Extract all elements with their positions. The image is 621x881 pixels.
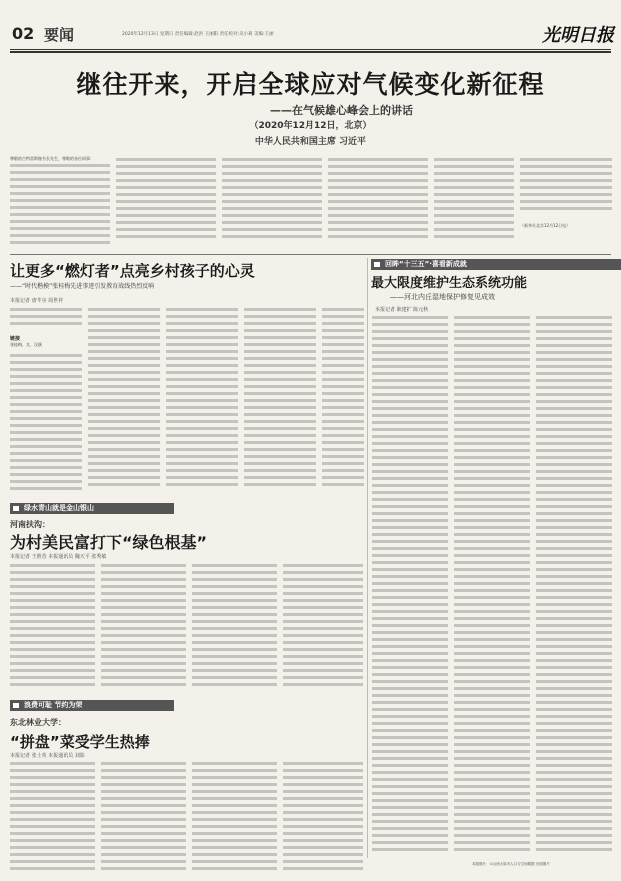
header-rule <box>10 49 611 50</box>
lead-article-author: 中华人民共和国主席 习近平 <box>254 137 367 147</box>
low-body-col-1 <box>10 762 95 874</box>
left-article-subtitle: ——“时代楷模”张桂梅先进事迹引发教育战线热烈反响 <box>10 283 155 290</box>
edition-meta: 2020年12月13日 星期日 责任编辑:赵洪 王丽阳 责任校对:吴小莉 美编:王丽 <box>122 32 274 37</box>
mid-body-col-2 <box>101 564 186 692</box>
lead-body-col-3 <box>222 158 322 248</box>
lead-body-col-2 <box>116 158 216 248</box>
low-body-col-2 <box>101 762 186 874</box>
mid-body-col-4 <box>283 564 363 692</box>
low-body-col-4 <box>283 762 363 874</box>
left-article-title: 让更多“燃灯者”点亮乡村孩子的心灵 <box>10 262 255 280</box>
lead-body-col-5 <box>434 158 514 248</box>
left-body-col-4 <box>244 308 316 494</box>
mid-article-byline: 本报记者 王胜昔 本报通讯员 魏天平 张秀敏 <box>10 554 107 560</box>
left-body-col-1b <box>10 354 82 494</box>
right-article-title: 最大限度维护生态系统功能 <box>371 276 528 291</box>
lead-body-col-4 <box>328 158 428 248</box>
left-body-col-3 <box>166 308 238 494</box>
mid-section-band: 绿水青山就是金山银山 <box>10 503 174 514</box>
right-section-band: 回眸“十三五”·喜看新成就 <box>371 259 621 270</box>
page-header <box>0 18 621 48</box>
left-body-col-1a <box>10 308 82 334</box>
sidebar-text: 张桂梅，女，汉族 <box>10 342 42 347</box>
photo-credit-note: 本版图片：①山西太原市人口与空间数据 光明图片 <box>472 862 550 866</box>
column-divider <box>367 258 368 858</box>
right-body-col-3 <box>536 316 612 856</box>
left-body-col-5 <box>322 308 364 494</box>
masthead-logo: 光明日报 <box>542 25 614 46</box>
low-article-title: “拼盘”菜受学生热捧 <box>10 733 150 751</box>
lead-body-col-1 <box>10 164 110 248</box>
page-number: 02 <box>12 24 35 43</box>
mid-body-col-1 <box>10 564 95 692</box>
link-sidebar <box>10 336 82 348</box>
lead-body-col-6 <box>520 158 612 220</box>
lead-article-title: 继往开来，开启全球应对气候变化新征程 <box>76 70 545 99</box>
lead-article-end-mark: （新华社北京12月12日电） <box>520 223 571 228</box>
lead-bottom-rule <box>10 254 611 255</box>
mid-article-title: 为村美民富打下“绿色根基” <box>10 533 208 552</box>
section-name: 要闻 <box>44 26 75 44</box>
right-article-subtitle: ——河北内丘湿地保护修复见成效 <box>390 293 495 301</box>
right-body-col-1 <box>372 316 448 856</box>
lead-article-subtitle: ——在气候雄心峰会上的讲话 <box>270 104 413 117</box>
lead-article-intro: 尊敬的古特雷斯秘书长先生，尊敬的各位同事： <box>10 156 94 161</box>
low-section-band: 浪费可耻 节约为荣 <box>10 700 174 711</box>
right-body-col-2 <box>454 316 530 856</box>
right-article-byline: 本报记者 耿建扩 陈元秋 <box>375 307 429 313</box>
low-article-byline: 本报记者 张士英 本报通讯员 刘影 <box>10 753 85 759</box>
low-body-col-3 <box>192 762 277 874</box>
low-article-kicker: 东北林业大学： <box>10 718 66 727</box>
lead-article-date: （2020年12月12日，北京） <box>249 121 372 131</box>
left-body-col-2 <box>88 308 160 494</box>
sidebar-title: 链接 <box>10 336 21 342</box>
left-article-byline: 本报记者 唐芊尔 周世祥 <box>10 298 64 304</box>
header-rule-thick <box>10 51 611 53</box>
mid-body-col-3 <box>192 564 277 692</box>
mid-article-kicker: 河南扶沟： <box>10 520 50 529</box>
